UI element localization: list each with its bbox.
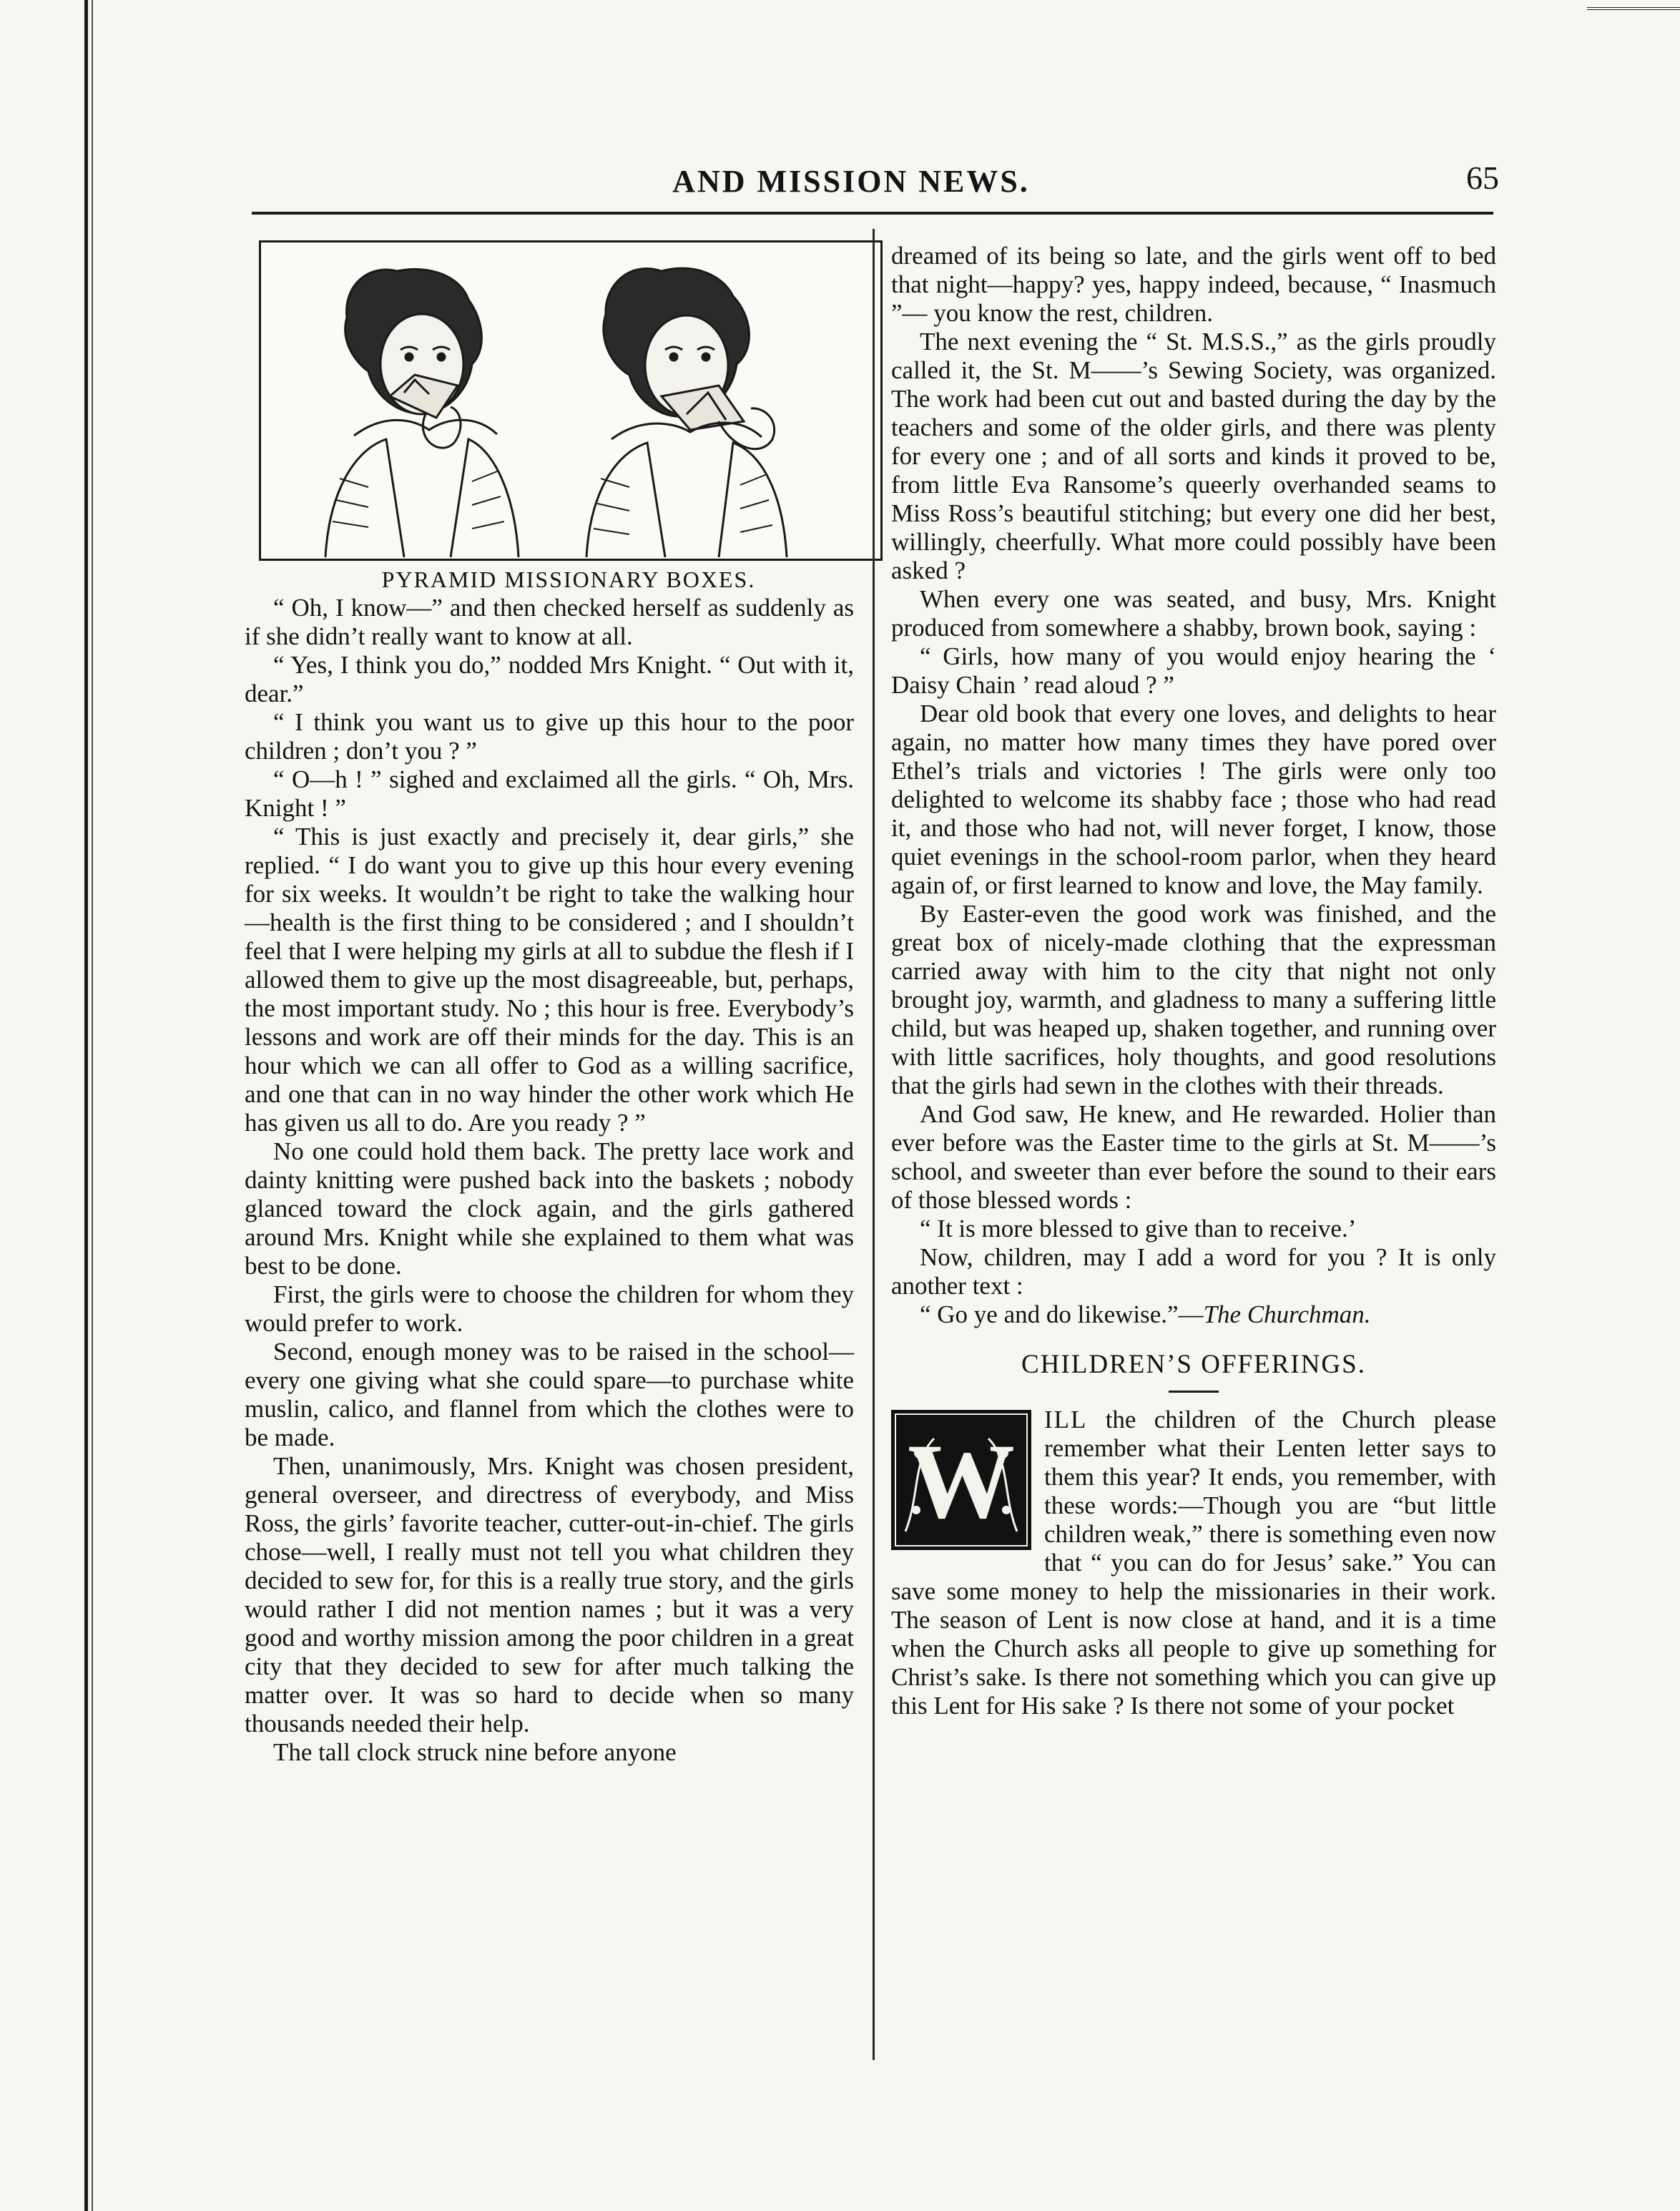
child-figure-right (586, 268, 787, 557)
page-number: 65 (1466, 160, 1499, 196)
paragraph: Then, unanimously, Mrs. Knight was chosen president, general overseer, and directress of everybody, and Miss Ross, the girls’ favorite teacher, cutter-out-in-chief. The girls chose—well, I really must not tell you what children they decided to sew for, for this is a really true story, and the girls would rather I did not mention names ; but it was a very good and worthy mission among the poor children in a great city that they decided to sew for after much talking the matter over. It was so hard to decide when so many thousands needed their help. (245, 1452, 854, 1737)
source-attribution: The Churchman. (1203, 1300, 1371, 1328)
decorated-initial (891, 1410, 1031, 1550)
column-divider (873, 229, 875, 2060)
paragraph: And God saw, He knew, and He rewarded. Holier than ever before was the Easter time to the girls at St. M——’s school, and sweeter than ever before the sound to their ears of those blessed words : (891, 1100, 1496, 1214)
closing-quote-line (891, 1300, 1496, 1329)
section-title: CHILDREN’S OFFERINGS. (1021, 1350, 1366, 1379)
paragraph: The tall clock struck nine before anyone (273, 1738, 677, 1766)
paragraph: “ O—h ! ” sighed and exclaimed all the girls. “ Oh, Mrs. Knight ! ” (245, 765, 854, 822)
section-title-rule (1169, 1391, 1219, 1393)
paragraph: Second, enough money was to be raised in the school—every one giving what she could spare—to purchase white muslin, calico, and flannel from which the clothes were to be made. (245, 1338, 854, 1451)
paragraph: First, the girls were to choose the children for whom they would prefer to work. (245, 1280, 854, 1337)
paragraph: “ I think you want us to give up this hour to the poor children ; don’t you ? ” (245, 708, 854, 765)
corner-rule (1587, 7, 1680, 10)
header-rule (252, 212, 1493, 215)
paragraph: Now, children, may I add a word for you ? It is only another text : (891, 1243, 1496, 1300)
binding-edge-line-inner (92, 0, 93, 2211)
illustration-caption: PYRAMID MISSIONARY BOXES. (381, 567, 756, 592)
paragraph: By Easter-even the good work was finished, and the great box of nicely-made clothing that the expressman carried away with him to the city that night not only brought joy, warmth, and gladness to many a suffering little child, but was heaped up, shaken together, and running over with little sacrifices, holy thoughts, and good resolutions that the girls had sewn in the clothes with their threads. (891, 900, 1496, 1099)
paragraph: “ Oh, I know—” and then checked herself as suddenly as if she didn’t really want to know at all. (245, 594, 854, 650)
paragraph: When every one was seated, and busy, Mrs. Knight produced from somewhere a shabby, brown book, saying : (891, 585, 1496, 642)
engraving-two-children (261, 242, 880, 559)
running-head: AND MISSION NEWS. (672, 164, 1030, 199)
pyramid-boxes-illustration (259, 240, 883, 561)
section-first-word: ILL (1044, 1406, 1088, 1433)
paragraph: “ Girls, how many of you would enjoy hearing the ‘ Daisy Chain ’ read aloud ? ” (891, 642, 1496, 699)
section-body-text: the children of the Church please remember what their Lenten letter says to them this year? It ends, you remember, with these words:—Though you are “but little children weak,” there is something even now that “ you can do for Jesus’ sake.” You can save some money to help the missionaries in their work. The season of Lent is now close at hand, and it is a time when the Church asks all people to give up something for Christ’s sake. Is there not something which you can give up this Lent for His sake ? Is there not some of your pocket (891, 1406, 1496, 1720)
paragraph: “ It is more blessed to give than to receive.’ (920, 1215, 1357, 1242)
paragraph: “ This is just exactly and precisely it, dear girls,” she replied. “ I do want you to give up this hour every evening for six weeks. It wouldn’t be right to take the walking hour—health is the first thing to be considered ; and I shouldn’t feel that I were helping my girls at all to subdue the flesh if I allowed them to give up the most disagreeable, but, perhaps, the most important study. No ; this hour is free. Everybody’s lessons and work are off their minds for the day. This is an hour which we can all offer to God as a willing sacrifice, and one that can in no way hinder the other work which He has given us all to do. Are you ready ? ” (245, 823, 854, 1137)
paragraph: “ Yes, I think you do,” nodded Mrs Knight. “ Out with it, dear.” (245, 651, 854, 707)
section-opening-paragraph (891, 1406, 1496, 1720)
paragraph: The next evening the “ St. M.S.S.,” as the girls proudly called it, the St. M——’s Sewing Society, was organized. The work had been cut out and basted during the day by the teachers and some of the older girls, and there was plenty for every one ; and of all sorts and kinds it proved to be, from little Eva Ransome’s queerly overhanded seams to Miss Ross’s beautiful stitching; but every one did her best, willingly, cheerfully. What more could possibly have been asked ? (891, 328, 1496, 584)
binding-edge-line (84, 0, 88, 2211)
paragraph: Dear old book that every one loves, and delights to hear again, no matter how many times they have pored over Ethel’s trials and victories ! The girls were only too delighted to welcome its shabby face ; those who had read it, and those who had not, will never forget, I know, those quiet evenings in the school-room parlor, when they heard again of, or first learned to know and love, the May family. (891, 700, 1496, 899)
paragraph: No one could hold them back. The pretty lace work and dainty knitting were pushed back into the baskets ; nobody glanced toward the clock again, and the girls gathered around Mrs. Knight while she explained to them what was best to be done. (245, 1137, 854, 1280)
right-column (891, 242, 1496, 1720)
left-column (245, 594, 854, 1767)
closing-quote: “ Go ye and do likewise.”— (920, 1300, 1204, 1328)
ornament-vine-icon (891, 1410, 1031, 1550)
continued-paragraph: dreamed of its being so late, and the girls went off to bed that night—happy? yes, happy indeed, because, “ Inasmuch ”— you know the rest, children. (891, 242, 1496, 327)
child-figure-left (325, 269, 519, 557)
drop-initial-letter: W (908, 1422, 1015, 1541)
